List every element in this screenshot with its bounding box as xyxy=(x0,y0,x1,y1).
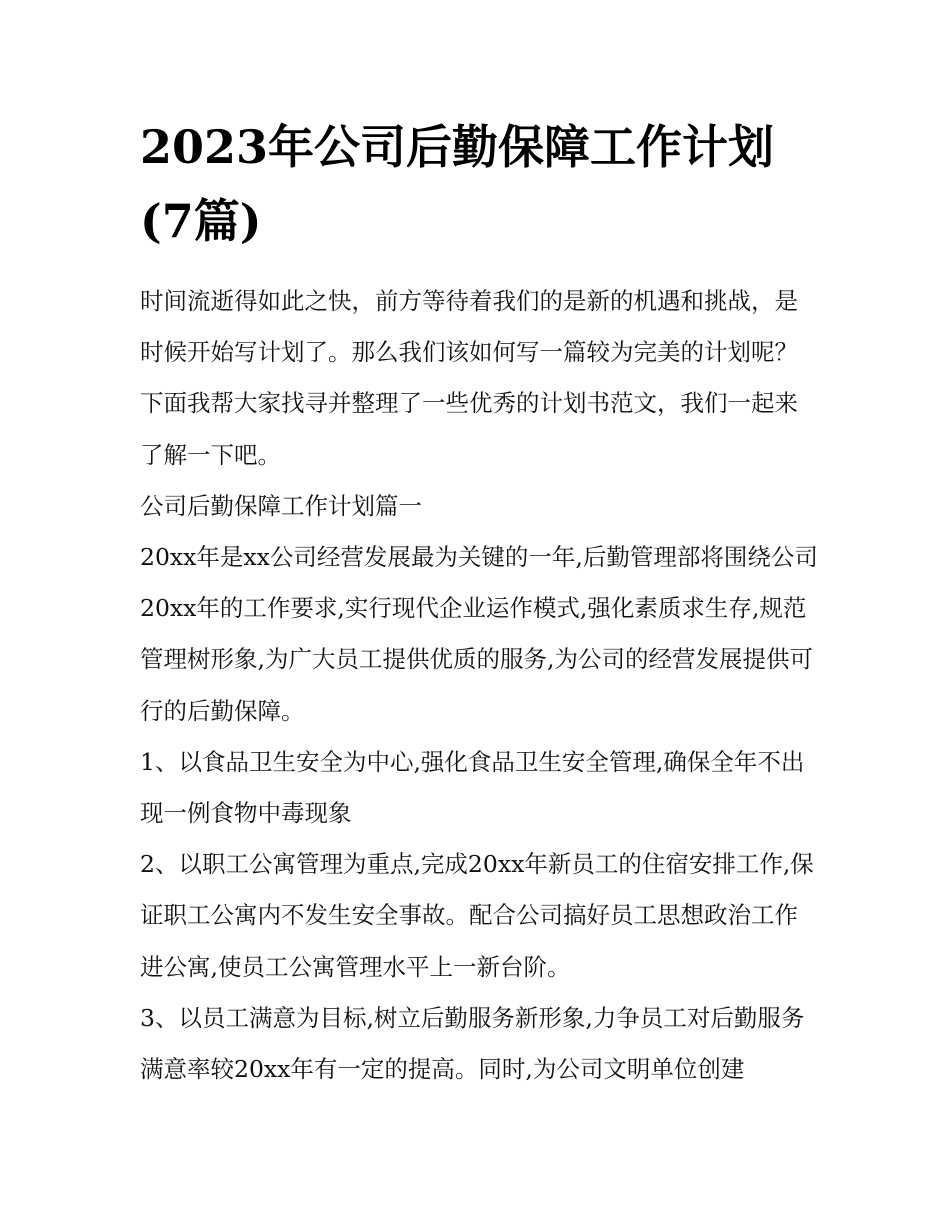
body-paragraph: 20xx年是xx公司经营发展最为关键的一年,后勤管理部将围绕公司20xx年的工作要求,实行现代企业运作模式,强化素质求生存,规范管理树形象,为广大员工提供优质的服务,为公司的经营发展提供可行的后勤保障。 xyxy=(140,543,818,725)
document-title: 2023年公司后勤保障工作计划(7篇) xyxy=(140,120,775,248)
list-item-1: 1、以食品卫生安全为中心,强化食品卫生安全管理,确保全年不出现一例食物中毒现象 xyxy=(140,747,805,828)
list-item-3: 3、以员工满意为目标,树立后勤服务新形象,力争员工对后勤服务满意率较20xx年有一定的提高。同时,为公司文明单位创建 xyxy=(140,1003,805,1084)
intro-paragraph: 时间流逝得如此之快，前方等待着我们的是新的机遇和挑战，是时候开始写计划了。那么我们该如何写一篇较为完美的计划呢？下面我帮大家找寻并整理了一些优秀的计划书范文，我们一起来了解一下吧。 xyxy=(140,287,798,469)
document-page xyxy=(140,110,820,1095)
document-body xyxy=(140,276,820,1095)
section-heading: 公司后勤保障工作计划篇一 xyxy=(140,491,422,520)
list-item-2: 2、以职工公寓管理为重点,完成20xx年新员工的住宿安排工作,保证职工公寓内不发生安全事故。配合公司搞好员工思想政治工作进公寓,使员工公寓管理水平上一新台阶。 xyxy=(140,850,814,981)
